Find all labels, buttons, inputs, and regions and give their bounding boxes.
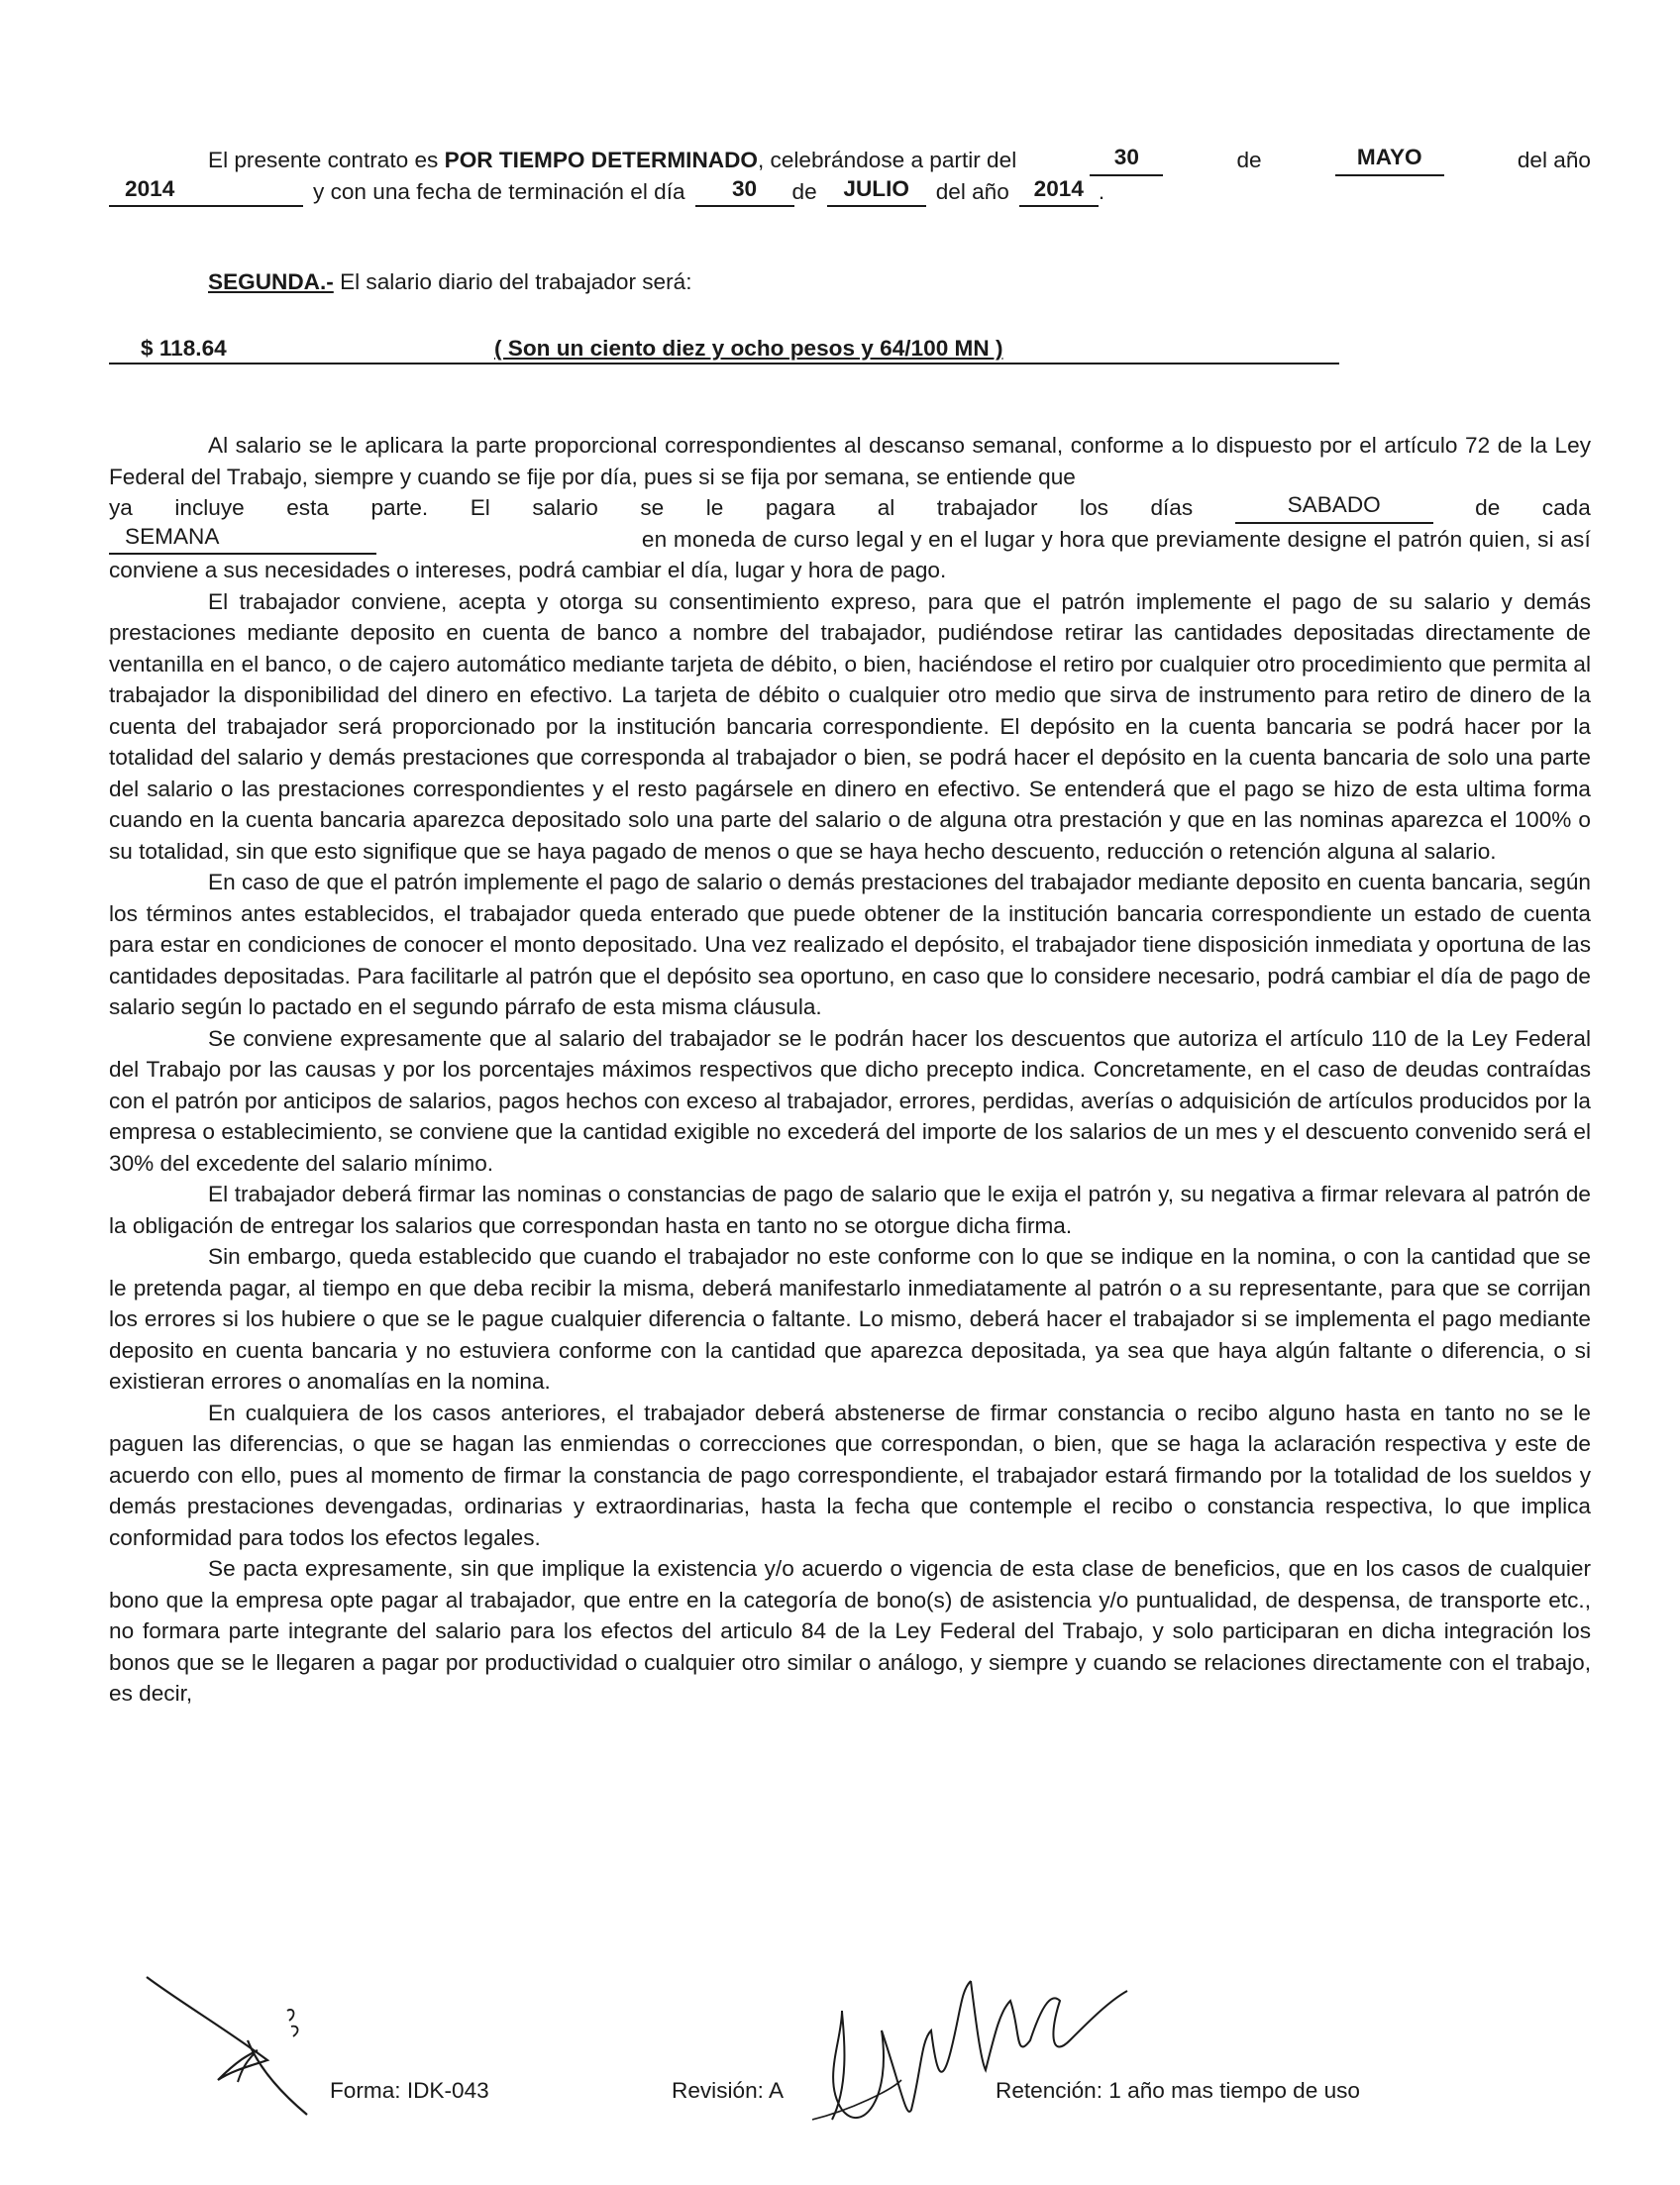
start-day-field: 30 — [1090, 145, 1163, 176]
contract-period-line-1 — [109, 145, 1591, 176]
paragraph-5: El trabajador deberá firmar las nominas o constancias de pago de salario que le exija el patrón y, su negativa a firmar relevara al patrón de la obligación de entregar los salarios que correspondan hasta en tanto no se otorgue dicha firma. — [109, 1182, 1591, 1238]
end-month-field: JULIO — [827, 176, 926, 208]
salary-in-words: ( Son un ciento diez y ocho pesos y 64/100 MN ) — [493, 336, 1003, 361]
pay-period-field: SEMANA — [109, 524, 376, 556]
start-month-field: MAYO — [1335, 145, 1444, 176]
word: al — [877, 495, 895, 520]
end-day-field: 30 — [695, 176, 794, 208]
word: se — [640, 495, 665, 520]
paragraph-1d: conviene a sus necesidades o intereses, podrá cambiar el día, lugar y hora de pago. — [109, 558, 947, 582]
pay-day-field: SABADO — [1235, 492, 1433, 524]
pay-period-line — [109, 524, 1591, 556]
paragraph-1c: en moneda de curso legal y en el lugar y hora que previamente designe el patrón quien, si así — [641, 526, 1591, 552]
start-year-field: 2014 — [109, 176, 303, 208]
word: cada — [1541, 495, 1591, 520]
del-ano-label-2: del año — [935, 178, 1009, 204]
paragraph-1a: Al salario se le aplicara la parte proporcional correspondientes al descanso semanal, conforme a lo dispuesto por el artículo 72 de la Ley Federal del Trabajo, siempre y cuando se fije por día, pues si se fija por semana, se entiende que — [109, 433, 1591, 489]
signature-mark-left — [139, 1971, 337, 2120]
word: trabajador — [936, 495, 1038, 520]
salary-amount: $ 118.64 — [141, 336, 227, 361]
paragraph-2: El trabajador conviene, acepta y otorga su consentimiento expreso, para que el patrón implemente el pago de su salario y demás prestaciones mediante deposito en cuenta de banco a nombre del trabajador, pudiéndose retirar las cantidades depositadas directamente de ventanilla en el banco, o de cajero automático mediante tarjeta de débito, o bien, haciéndose el retiro por cualquier otro procedimiento que permita al trabajador la disponibilidad del dinero en efectivo. La tarjeta de débito o cualquier otro medio que sirva de instrumento para retiro de dinero de la cuenta del trabajador será proporcionado por la institución bancaria correspondiente. El depósito en la cuenta bancaria se podrá hacer por la totalidad del salario y demás prestaciones que corresponda al trabajador o bien, se podrá hacer el depósito en la cuenta bancaria de solo una parte del salario o las prestaciones correspondientes y el resto pagársele en dinero en efectivo. Se entenderá que el pago se hizo de esta ultima forma cuando en la cuenta bancaria aparezca depositado solo una parte del salario o de alguna otra prestación y que en las nominas aparezca el 100% o su totalidad, sin que esto signifique que se haya pagado de menos o que se haya hecho descuento, reducción o retención alguna al salario. — [109, 588, 1591, 864]
retention: Retención: 1 año mas tiempo de uso — [996, 2078, 1360, 2103]
contract-type: POR TIEMPO DETERMINADO — [444, 148, 758, 172]
contract-body — [109, 430, 1591, 1710]
salary-line — [109, 335, 1339, 364]
paragraph-8: Se pacta expresamente, sin que implique la existencia y/o acuerdo o vigencia de esta clase de beneficios, que en los casos de cualquier bono que la empresa opte pagar al trabajador, que entre en la categoría de bono(s) de asistencia y/o puntualidad, de despensa, de transporte etc., no formara parte integrante del salario para los efectos del articulo 84 de la Ley Federal del Trabajo, y solo participaran en dicha integración los bonos que se le llegaren a pagar por productividad o cualquier otro similar o análogo, y siempre y cuando se relaciones directamente con el trabajo, es decir, — [109, 1556, 1591, 1706]
word: incluye — [174, 495, 245, 520]
word: de — [1475, 495, 1501, 520]
word: parte. — [370, 495, 429, 520]
clause-text: El salario diario del trabajador será: — [340, 269, 692, 294]
paragraph-4: Se conviene expresamente que al salario del trabajador se le podrán hacer los descuentos que autoriza el artículo 110 de la Ley Federal del Trabajo por las causas y por los porcentajes máximos respectivos que dicho precepto indica. Concretamente, en el caso de deudas contraídas con el patrón por anticipos de salarios, pagos hechos con exceso al trabajador, errores, perdidas, averías o adquisición de artículos producidos por la empresa o establecimiento, se conviene que la cantidad exigible no excederá del importe de los salarios de un mes y el descuento convenido será el 30% del excedente del salario mínimo. — [109, 1025, 1591, 1176]
clause-label: SEGUNDA.- — [208, 269, 334, 294]
word: ya — [109, 495, 133, 520]
word: los — [1080, 495, 1108, 520]
word: El — [470, 495, 490, 520]
word: esta — [286, 495, 329, 520]
line2-mid: y con una fecha de terminación el día — [313, 178, 685, 204]
de-label-2: de — [791, 178, 817, 204]
paragraph-7: En cualquiera de los casos anteriores, el trabajador deberá abstenerse de firmar constancia o recibo alguno hasta en tanto no se le paguen las diferencias, o que se hagan las enmiendas o correcciones que correspondan, o bien, que se haga la aclaración respectiva y este de acuerdo con ello, pues al momento de firmar la constancia de pago correspondiente, el trabajador estará firmando por la totalidad de los sueldos y demás prestaciones devengadas, ordinarias y extraordinarias, hasta la fecha que contemple el recibo o constancia respectiva, lo que implica conformidad para todos los efectos legales. — [109, 1400, 1591, 1550]
word: pagara — [765, 495, 836, 520]
form-number: Forma: IDK-043 — [330, 2078, 489, 2103]
word: salario — [532, 495, 598, 520]
pay-day-line — [109, 492, 1591, 524]
word: le — [705, 495, 724, 520]
signature-mark-right — [812, 1971, 1129, 2139]
intro-prefix: El presente contrato es — [208, 148, 439, 172]
revision: Revisión: A — [672, 2078, 785, 2103]
period-mark: . — [1098, 178, 1105, 204]
paragraph-6: Sin embargo, queda establecido que cuando el trabajador no este conforme con lo que se indique en la nomina, o con la cantidad que se le pretenda pagar, al tiempo en que deba recibir la misma, deberá manifestarlo inmediatamente al patrón o a su representante, para que se corrijan los errores si los hubiere o que se le pague cualquier diferencia o faltante. Lo mismo, deberá hacer el trabajador si se implementa el pago mediante deposito en cuenta bancaria y no estuviera conforme con la cantidad que aparezca depositada, ya sea que haya algún faltante o diferencia, o si existieran errores o anomalías en la nomina. — [109, 1244, 1591, 1394]
end-year-field: 2014 — [1019, 176, 1099, 208]
paragraph-3: En caso de que el patrón implemente el pago de salario o demás prestaciones del trabajador mediante deposito en cuenta bancaria, según los términos antes establecidos, el trabajador queda enterado que puede obtener de la institución bancaria correspondiente un estado de cuenta para estar en condiciones de conocer el monto depositado. Una vez realizado el depósito, el trabajador tiene disposición inmediata y oportuna de las cantidades depositadas. Para facilitarle al patrón que el depósito sea oportuno, en caso que lo considere necesario, podrá cambiar el día de pago de salario según lo pactado en el segundo párrafo de esta misma cláusula. — [109, 870, 1591, 1019]
contract-period-line-2 — [109, 176, 1591, 208]
clause-segunda — [208, 269, 691, 295]
de-label: de — [1236, 148, 1262, 172]
del-ano-label: del año — [1517, 148, 1591, 172]
intro-mid: , celebrándose a partir del — [757, 148, 1017, 172]
word: días — [1150, 495, 1194, 520]
contract-period — [109, 145, 1591, 207]
